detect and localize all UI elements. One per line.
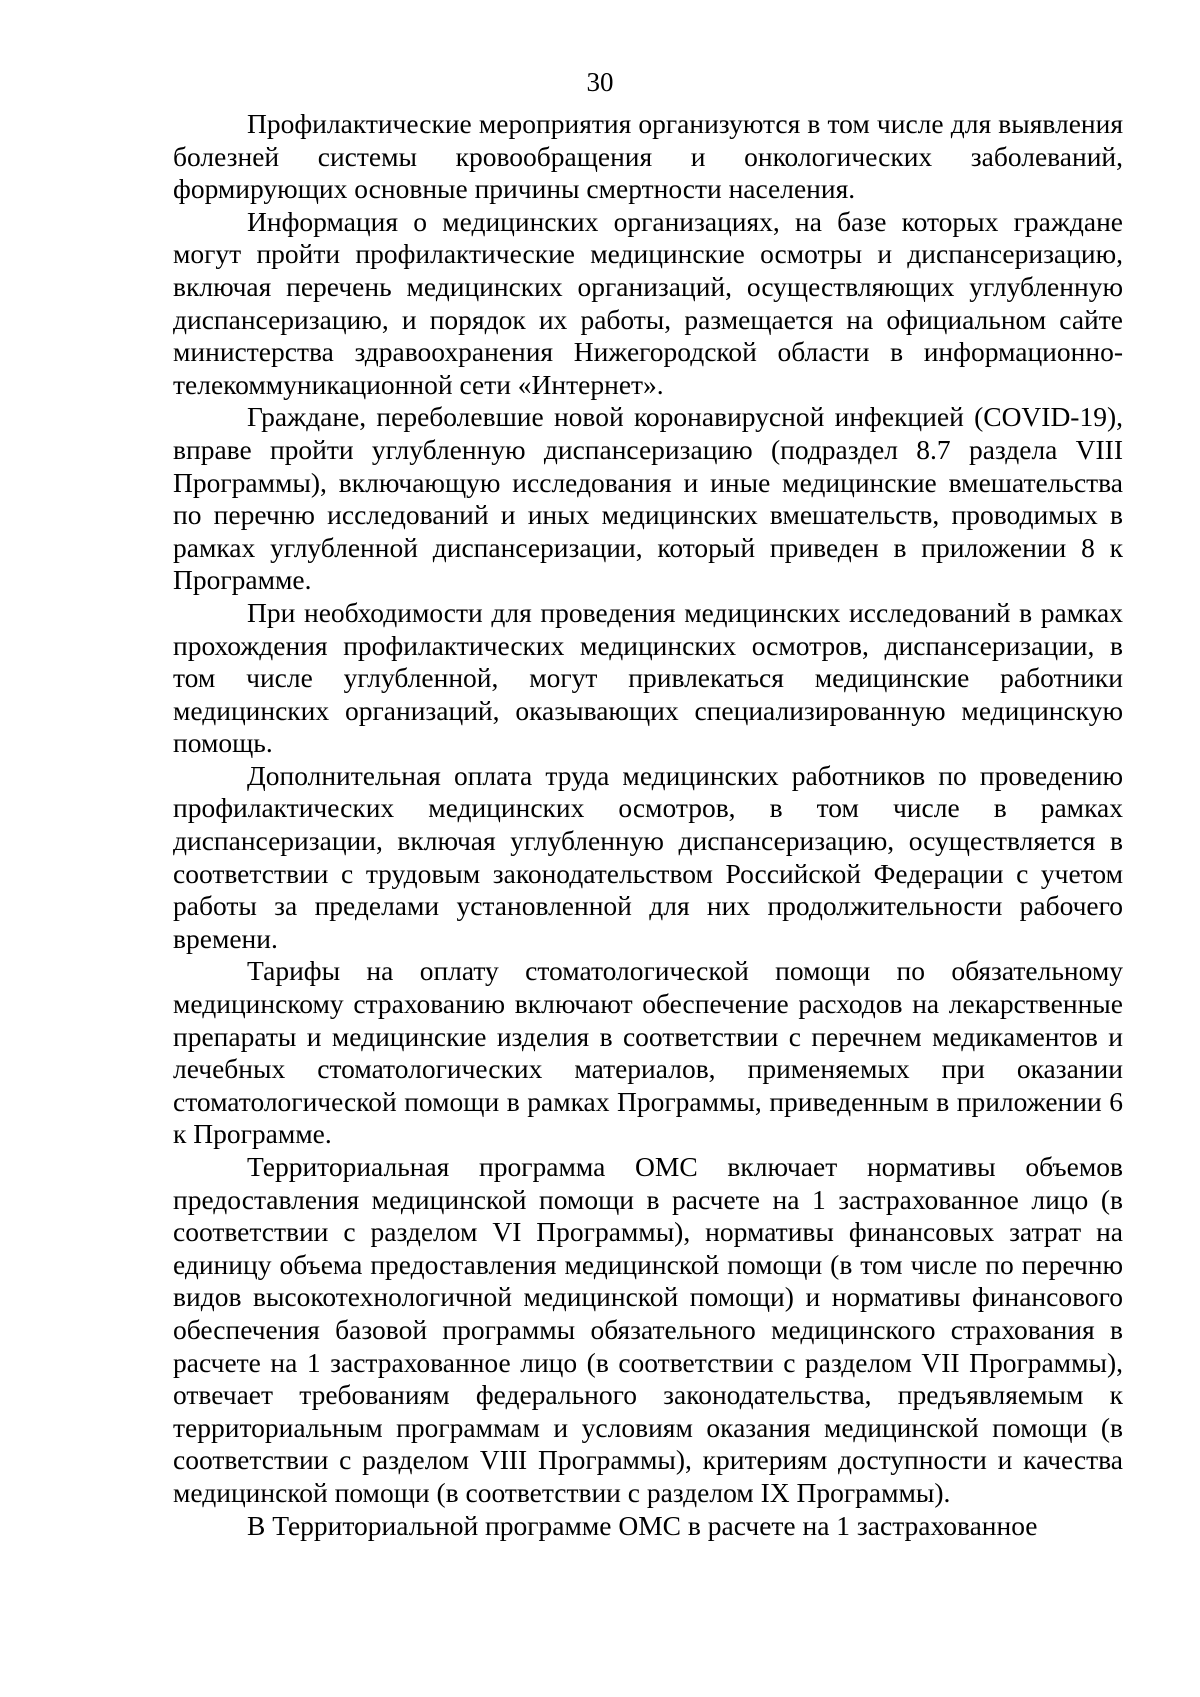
paragraph-specialist-involvement: При необходимости для проведения медицинских исследований в рамках прохождения профилактических медицинских осмотров, диспансеризации, в том числе углубленной, могут привлекаться медицинские работники медицинских организаций, оказывающих специализированную медицинскую помощь. [173,596,1123,759]
paragraph-dental-tariffs: Тарифы на оплату стоматологической помощи по обязательному медицинскому страхованию включают обеспечение расходов на лекарственные препараты и медицинские изделия в соответствии с перечнем медикаментов и лечебных стоматологических материалов, применяемых при оказании стоматологической помощи в рамках Программы, приведенным в приложении 6 к Программе. [173,955,1123,1150]
paragraph-oms-program-norms: Территориальная программа ОМС включает нормативы объемов предоставления медицинской помощи в расчете на 1 застрахованное лицо (в соответствии с разделом VI Программы), нормативы финансовых затрат на единицу объема предоставления медицинской помощи (в том числе по перечню видов высокотехнологичной медицинской помощи) и нормативы финансового обеспечения базовой программы обязательного медицинского страхования в расчете на 1 застрахованное лицо (в соответствии с разделом VII Программы), отвечает требованиям федерального законодательства, предъявляемым к территориальным программам и условиям оказания медицинской помощи (в соответствии с разделом VIII Программы), критериям доступности и качества медицинской помощи (в соответствии с разделом IX Программы). [173,1151,1123,1508]
paragraph-covid-dispensarization: Граждане, переболевшие новой коронавирусной инфекцией (COVID-19), вправе пройти углубленную диспансеризацию (подраздел 8.7 раздела VIII Программы), включающую исследования и иные медицинские вмешательства по перечню исследований и иных медицинских вмешательств, проводимых в рамках углубленной диспансеризации, который приведен в приложении 8 к Программе. [173,401,1123,596]
document-body [173,108,1123,1542]
paragraph-oms-per-insured: В Территориальной программе ОМС в расчете на 1 застрахованное [247,1509,1038,1541]
paragraph-additional-payment: Дополнительная оплата труда медицинских работников по проведению профилактических медицинских осмотров, в том числе в рамках диспансеризации, включая углубленную диспансеризацию, осуществляется в соответствии с трудовым законодательством Российской Федерации с учетом работы за пределами установленной для них продолжительности рабочего времени. [173,759,1123,954]
page-number: 30 [586,67,614,97]
paragraph-medical-organizations-info: Информация о медицинских организациях, на базе которых граждане могут пройти профилактические медицинские осмотры и диспансеризацию, включая перечень медицинских организаций, осуществляющих углубленную диспансеризацию, и порядок их работы, размещается на официальном сайте министерства здравоохранения Нижегородской области в информационно-телекоммуникационной сети «Интернет». [173,205,1123,400]
paragraph-preventive-measures: Профилактические мероприятия организуются в том числе для выявления болезней системы кровообращения и онкологических заболеваний, формирующих основные причины смертности населения. [173,108,1123,205]
